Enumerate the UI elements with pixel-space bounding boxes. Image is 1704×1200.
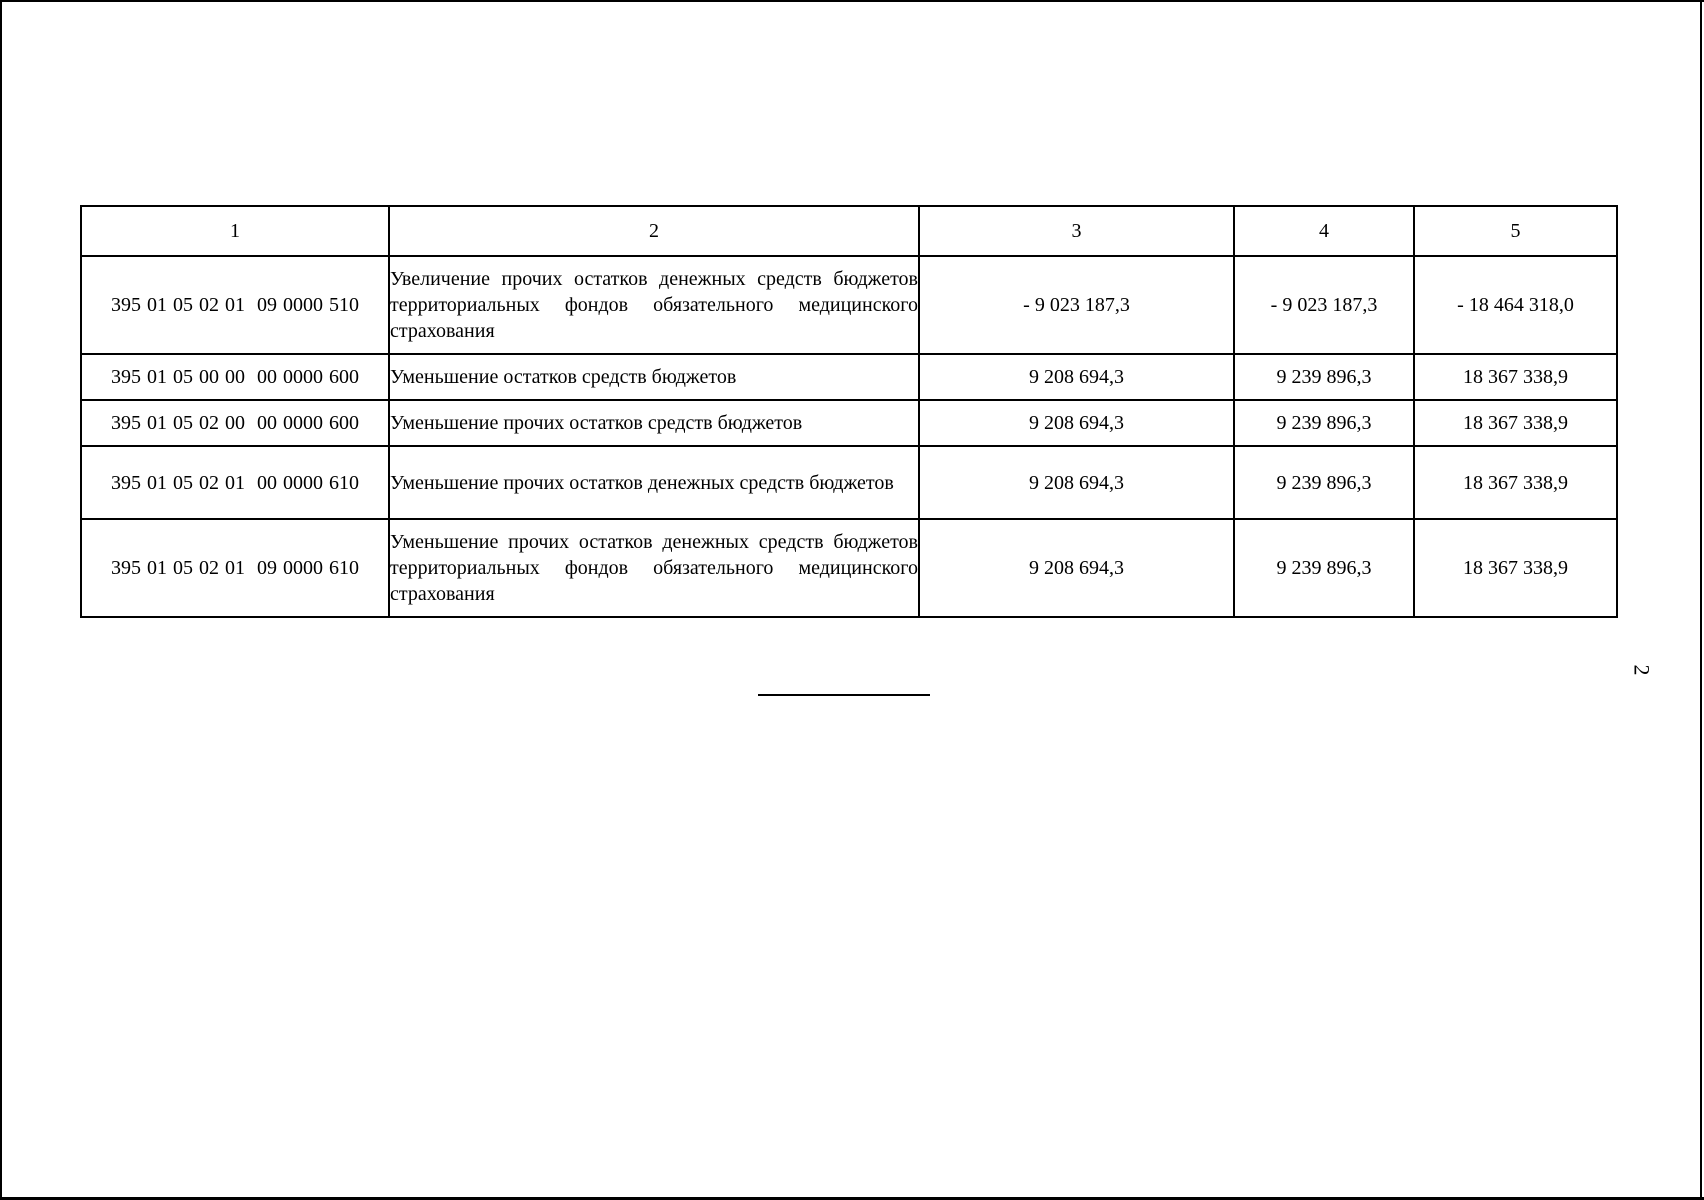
value-col3-cell: 9 208 694,3 <box>919 354 1234 400</box>
page-edge-left <box>0 0 2 1200</box>
value-col4-cell: - 9 023 187,3 <box>1234 256 1414 354</box>
budget-code-cell: 395 01 05 02 01 00 0000 610 <box>81 446 389 519</box>
table-row <box>81 519 1617 617</box>
column-header-3: 3 <box>919 206 1234 256</box>
item-name-cell: Уменьшение прочих остатков средств бюджетов <box>389 400 919 446</box>
page-number: 2 <box>1629 664 1655 676</box>
budget-code-cell: 395 01 05 00 00 00 0000 600 <box>81 354 389 400</box>
column-header-1: 1 <box>81 206 389 256</box>
budget-sources-table <box>80 205 1618 618</box>
table-row <box>81 446 1617 519</box>
value-col5-cell: 18 367 338,9 <box>1414 519 1617 617</box>
item-name-cell: Увеличение прочих остатков денежных средств бюджетов территориальных фондов обязательного медицинского страхования <box>389 256 919 354</box>
page-edge-top <box>0 0 1704 2</box>
budget-code-cell: 395 01 05 02 01 09 0000 610 <box>81 519 389 617</box>
table-header-row <box>81 206 1617 256</box>
end-of-table-rule <box>758 694 930 696</box>
budget-code-cell: 395 01 05 02 01 09 0000 510 <box>81 256 389 354</box>
value-col4-cell: 9 239 896,3 <box>1234 519 1414 617</box>
value-col4-cell: 9 239 896,3 <box>1234 400 1414 446</box>
value-col3-cell: 9 208 694,3 <box>919 446 1234 519</box>
value-col5-cell: - 18 464 318,0 <box>1414 256 1617 354</box>
value-col4-cell: 9 239 896,3 <box>1234 446 1414 519</box>
item-name-cell: Уменьшение прочих остатков денежных средств бюджетов территориальных фондов обязательного медицинского страхования <box>389 519 919 617</box>
item-name-cell: Уменьшение прочих остатков денежных средств бюджетов <box>389 446 919 519</box>
value-col4-cell: 9 239 896,3 <box>1234 354 1414 400</box>
column-header-4: 4 <box>1234 206 1414 256</box>
page-edge-right <box>1700 0 1702 1200</box>
value-col5-cell: 18 367 338,9 <box>1414 354 1617 400</box>
item-name-cell: Уменьшение остатков средств бюджетов <box>389 354 919 400</box>
table-row <box>81 256 1617 354</box>
column-header-2: 2 <box>389 206 919 256</box>
value-col5-cell: 18 367 338,9 <box>1414 446 1617 519</box>
budget-code-cell: 395 01 05 02 00 00 0000 600 <box>81 400 389 446</box>
table-row <box>81 354 1617 400</box>
table-row <box>81 400 1617 446</box>
column-header-5: 5 <box>1414 206 1617 256</box>
value-col5-cell: 18 367 338,9 <box>1414 400 1617 446</box>
value-col3-cell: 9 208 694,3 <box>919 400 1234 446</box>
value-col3-cell: - 9 023 187,3 <box>919 256 1234 354</box>
value-col3-cell: 9 208 694,3 <box>919 519 1234 617</box>
